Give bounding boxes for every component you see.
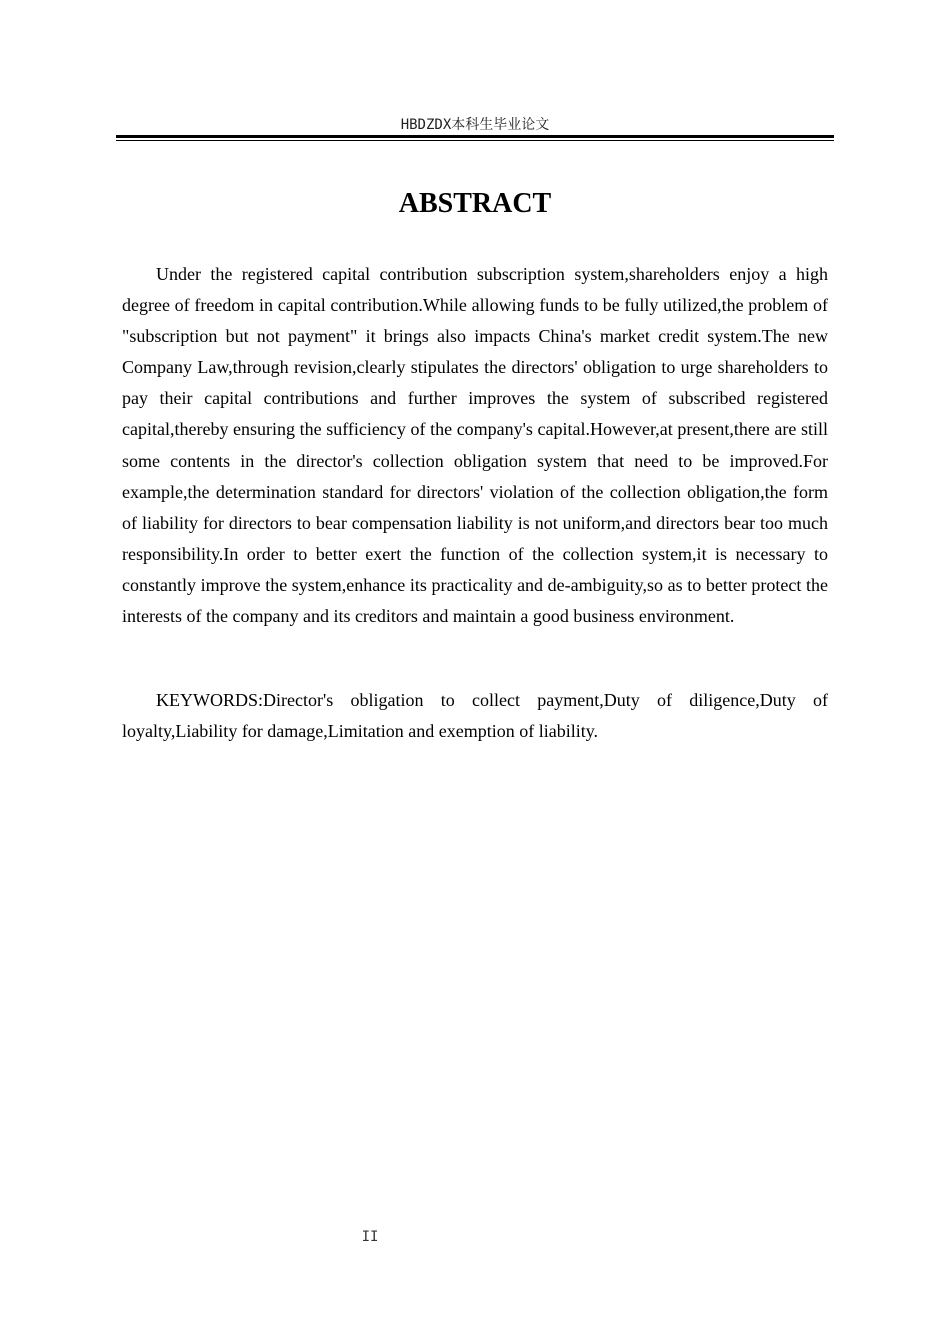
running-header: HBDZDX本科生毕业论文 [400, 117, 550, 133]
header-rule-thick [116, 135, 834, 138]
keywords-paragraph: KEYWORDS:Director's obligation to collect payment,Duty of diligence,Duty of loyalty,Liability for damage,Limitation and exemption of liability. [122, 690, 828, 742]
abstract-paragraph: Under the registered capital contribution subscription system,shareholders enjoy a high degree of freedom in capital contribution.While allowing funds to be fully utilized,the problem of "subscription but not payment" it brings also impacts China's market credit system.The new Company Law,through revision,clearly stipulates the directors' obligation to urge shareholders to pay their capital contributions and further improves the system of subscribed registered capital,thereby ensuring the sufficiency of the company's capital.However,at present,there are still some contents in the director's collection obligation system that need to be improved.For example,the determination standard for directors' violation of the collection obligation,the form of liability for directors to bear compensation liability is not uniform,and directors bear too much responsibility.In order to better exert the function of the collection system,it is necessary to constantly improve the system,enhance its practicality and de-ambiguity,so as to better protect the interests of the company and its creditors and maintain a good business environment. [122, 264, 828, 627]
header-rule-thin [116, 140, 834, 141]
abstract-body [122, 259, 828, 632]
abstract-title: ABSTRACT [398, 188, 552, 219]
page-number: II [361, 1229, 379, 1245]
